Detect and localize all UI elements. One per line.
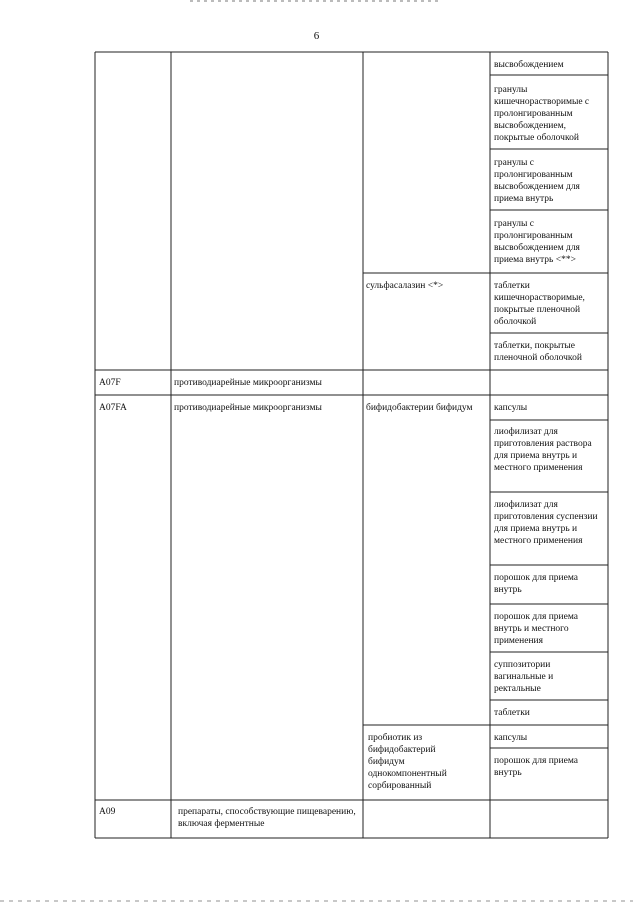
form-cell: порошок для приема внутрь: [494, 756, 579, 778]
atc-name-cell: противодиарейные микроорганизмы: [174, 378, 322, 388]
form-cell: высвобождением: [494, 60, 564, 70]
form-cell: гранулы с пролонгированным высвобождением для приема внутрь: [494, 158, 580, 204]
form-cell: таблетки кишечнорастворимые, покрытые пленочной оболочкой: [494, 281, 585, 327]
atc-code-cell: A09: [99, 807, 116, 817]
form-cell: лиофилизат для приготовления раствора для приема внутрь и местного применения: [494, 427, 592, 473]
drug-name-cell: сульфасалазин <*>: [366, 281, 444, 291]
drug-name-cell: бифидобактерии бифидум: [366, 403, 473, 413]
atc-name-cell: препараты, способствующие пищеварению, включая ферментные: [178, 807, 356, 829]
atc-code-cell: A07F: [99, 378, 121, 388]
form-cell: суппозитории вагинальные и ректальные: [494, 660, 554, 694]
form-cell: таблетки, покрытые пленочной оболочкой: [494, 341, 582, 363]
atc-code-cell: A07FA: [99, 403, 127, 413]
form-cell: капсулы: [494, 403, 528, 413]
atc-name-cell: противодиарейные микроорганизмы: [174, 403, 322, 413]
form-cell: таблетки: [494, 708, 530, 718]
form-cell: порошок для приема внутрь: [494, 573, 579, 595]
form-cell: порошок для приема внутрь и местного применения: [494, 612, 579, 646]
page-number: 6: [313, 30, 320, 42]
form-cell: гранулы с пролонгированным высвобождением для приема внутрь <**>: [494, 219, 580, 265]
drug-name-cell: пробиотик из бифидобактерий бифидум однокомпонентный сорбированный: [368, 733, 447, 791]
scan-artifact-bottom: [0, 900, 633, 902]
form-cell: капсулы: [494, 733, 528, 743]
form-cell: лиофилизат для приготовления суспензии для приема внутрь и местного применения: [494, 500, 598, 546]
form-cell: гранулы кишечнорастворимые с пролонгированным высвобождением, покрытые оболочкой: [494, 85, 590, 143]
